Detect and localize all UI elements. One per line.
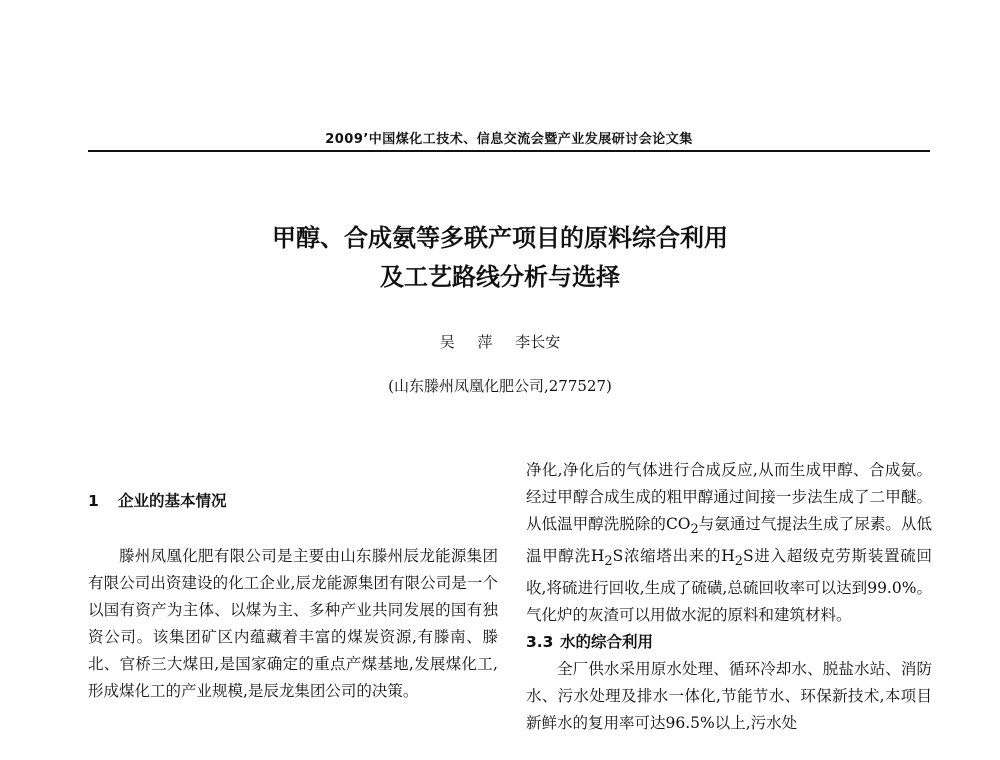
section-number: 1 [88,492,99,510]
subsection-title: 水的综合利用 [560,633,654,652]
subsection-heading [526,629,932,656]
affiliation: (山东滕州凤凰化肥公司,277527) [388,377,612,395]
right-column [526,457,932,737]
running-header: 2009’中国煤化工技术、信息交流会暨产业发展研讨会论文集 [325,132,693,147]
purification-paragraph: 净化,净化后的气体进行合成反应,从而生成甲醇、合成氨。经过甲醇合成生成的粗甲醇通过间接一步法生成了二甲醚。从低温甲醇洗脱除的$CO_2$与氨通过气提法生成了尿素。从低温甲醇洗$H_2S$浓缩塔出来的$H_2S$进入超级克劳斯装置硫回收,将硫进行回收,生成了硫磺,总硫回收率可以达到99.0%。气化炉的灰渣可以用做水泥的原料和建筑材料。 [526,461,932,625]
header-rule [88,150,930,152]
company-paragraph: 滕州凤凰化肥有限公司是主要由山东滕州辰龙能源集团有限公司出资建设的化工企业,辰龙能源集团有限公司是一个以国有资产为主体、以煤为主、多种产业共同发展的国有独资公司。该集团矿区内蕴藏着丰富的煤炭资源,有滕南、滕北、官桥三大煤田,是国家确定的重点产煤基地,发展煤化工,形成煤化工的产业规模,是辰龙集团公司的决策。 [88,547,498,700]
left-column [88,488,498,705]
subsection-number: 3.3 [526,633,554,652]
section-heading [88,488,498,515]
paper-title-line-2: 及工艺路线分析与选择 [380,263,620,291]
authors: 吴 萍 李长安 [439,333,561,351]
water-paragraph: 全厂供水采用原水处理、循环冷却水、脱盐水站、消防水、污水处理及排水一体化,节能节水、环保新技术,本项目新鲜水的复用率可达96.5%以上,污水处 [526,660,932,733]
paper-title-line-1: 甲醇、合成氨等多联产项目的原料综合利用 [272,224,728,252]
section-title: 企业的基本情况 [118,492,227,510]
